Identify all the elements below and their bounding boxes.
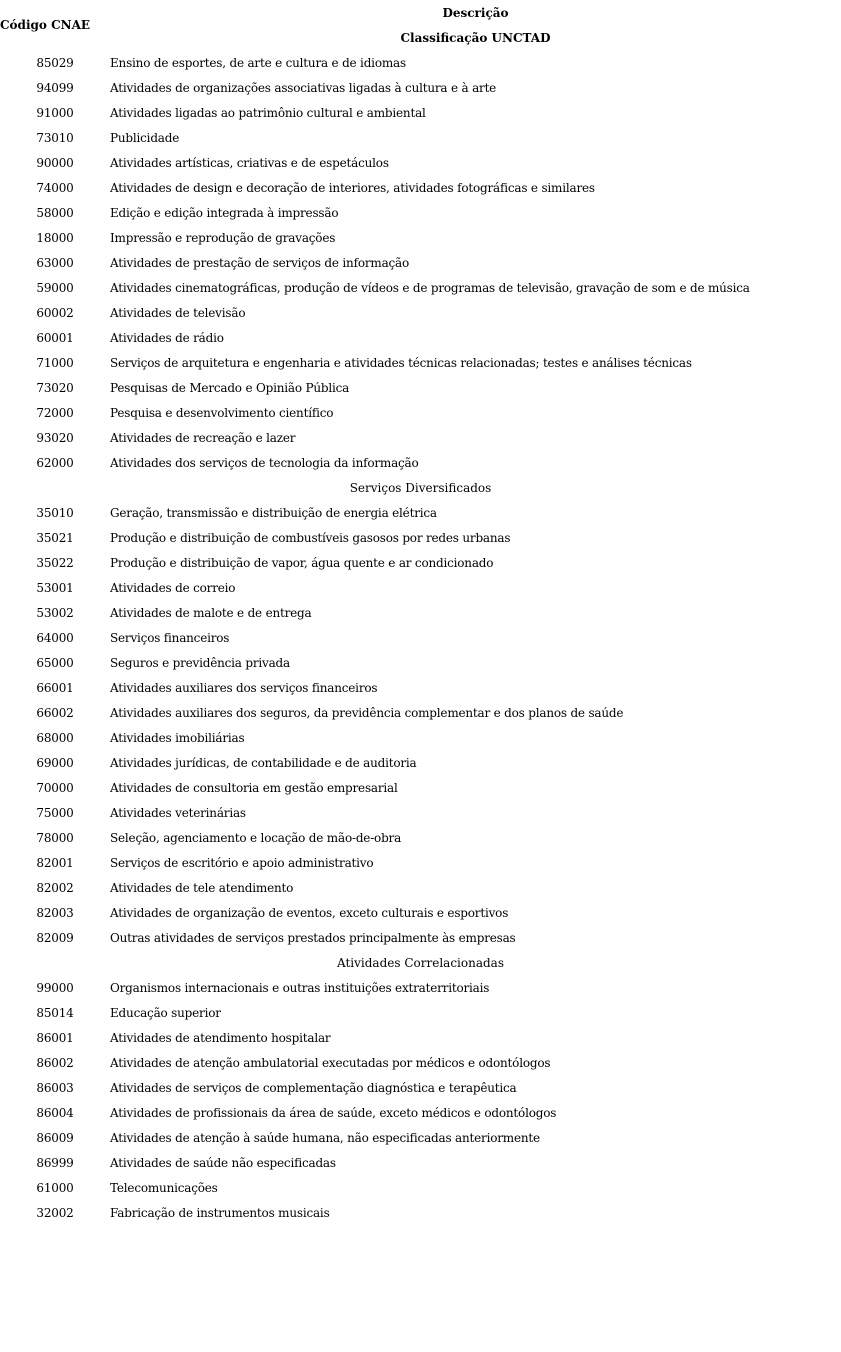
cnae-code-cell: 78000 xyxy=(36,830,74,845)
classification-column-header: Classificação UNCTAD xyxy=(400,30,551,45)
cnae-code-cell: 66001 xyxy=(36,680,74,695)
cnae-code-cell: 63000 xyxy=(36,255,74,270)
cnae-code-cell: 35010 xyxy=(36,505,74,520)
table-row xyxy=(0,1100,841,1125)
cnae-code-cell: 86999 xyxy=(36,1155,74,1170)
description-cell: Atividades de atendimento hospitalar xyxy=(110,1030,331,1045)
cnae-code-cell: 90000 xyxy=(36,155,74,170)
table-row xyxy=(0,250,841,275)
table-row xyxy=(0,375,841,400)
table-row xyxy=(0,200,841,225)
cnae-code-cell: 61000 xyxy=(36,1180,74,1195)
table-row xyxy=(0,1200,841,1225)
table-row xyxy=(0,100,841,125)
cnae-code-cell: 68000 xyxy=(36,730,74,745)
cnae-code-cell: 35021 xyxy=(36,530,74,545)
description-cell: Atividades de design e decoração de interiores, atividades fotográficas e similares xyxy=(110,180,595,195)
description-cell: Organismos internacionais e outras instituições extraterritoriais xyxy=(110,980,490,995)
description-cell: Serviços de escritório e apoio administrativo xyxy=(110,855,374,870)
table-row xyxy=(0,525,841,550)
table-row xyxy=(0,75,841,100)
table-row xyxy=(0,700,841,725)
table-row xyxy=(0,925,841,950)
cnae-code-cell: 58000 xyxy=(36,205,74,220)
description-cell: Outras atividades de serviços prestados principalmente às empresas xyxy=(110,930,516,945)
table-row xyxy=(0,1075,841,1100)
description-cell: Atividades auxiliares dos seguros, da previdência complementar e dos planos de saúde xyxy=(110,705,624,720)
cnae-code-cell: 75000 xyxy=(36,805,74,820)
description-cell: Ensino de esportes, de arte e cultura e de idiomas xyxy=(110,55,406,70)
table-header xyxy=(0,0,841,50)
section-title: Serviços Diversificados xyxy=(349,480,492,495)
description-cell: Produção e distribuição de vapor, água quente e ar condicionado xyxy=(110,555,494,570)
cnae-code-cell: 18000 xyxy=(36,230,74,245)
table-row xyxy=(0,175,841,200)
description-column-header: Descrição xyxy=(442,5,509,20)
code-column-header: Código CNAE xyxy=(0,18,91,32)
cnae-code-cell: 73020 xyxy=(36,380,74,395)
cnae-code-cell: 70000 xyxy=(36,780,74,795)
section-title: Atividades Correlacionadas xyxy=(337,955,504,970)
description-cell: Serviços financeiros xyxy=(110,630,230,645)
description-cell: Atividades de atenção ambulatorial executadas por médicos e odontólogos xyxy=(110,1055,551,1070)
cnae-code-cell: 60001 xyxy=(36,330,74,345)
table-row xyxy=(0,825,841,850)
description-cell: Atividades ligadas ao patrimônio cultural e ambiental xyxy=(110,105,426,120)
table-row xyxy=(0,725,841,750)
description-cell: Serviços de arquitetura e engenharia e atividades técnicas relacionadas; testes e análises técnicas xyxy=(110,355,692,370)
description-cell: Telecomunicações xyxy=(110,1180,218,1195)
cnae-code-cell: 53002 xyxy=(36,605,74,620)
table-row xyxy=(0,150,841,175)
table-row xyxy=(0,450,841,475)
description-cell: Geração, transmissão e distribuição de energia elétrica xyxy=(110,505,437,520)
table-row xyxy=(0,1050,841,1075)
table-row xyxy=(0,1125,841,1150)
table-row xyxy=(0,1150,841,1175)
cnae-code-cell: 72000 xyxy=(36,405,74,420)
cnae-code-cell: 53001 xyxy=(36,580,74,595)
cnae-code-cell: 69000 xyxy=(36,755,74,770)
cnae-code-cell: 85014 xyxy=(36,1005,74,1020)
description-cell: Atividades de correio xyxy=(110,580,236,595)
table-row xyxy=(0,675,841,700)
description-cell: Produção e distribuição de combustíveis gasosos por redes urbanas xyxy=(110,530,511,545)
description-cell: Seguros e previdência privada xyxy=(110,655,290,670)
cnae-code-cell: 94099 xyxy=(36,80,74,95)
cnae-code-cell: 85029 xyxy=(36,55,74,70)
table-row xyxy=(0,750,841,775)
description-cell: Atividades de profissionais da área de saúde, exceto médicos e odontólogos xyxy=(110,1105,557,1120)
description-cell: Atividades auxiliares dos serviços financeiros xyxy=(110,680,378,695)
table-row xyxy=(0,300,841,325)
cnae-code-cell: 99000 xyxy=(36,980,74,995)
cnae-code-cell: 82002 xyxy=(36,880,74,895)
cnae-code-cell: 65000 xyxy=(36,655,74,670)
table-row xyxy=(0,225,841,250)
cnae-code-cell: 71000 xyxy=(36,355,74,370)
table-row xyxy=(0,350,841,375)
description-cell: Atividades de serviços de complementação diagnóstica e terapêutica xyxy=(110,1080,517,1095)
description-cell: Atividades de saúde não especificadas xyxy=(110,1155,336,1170)
description-cell: Atividades de prestação de serviços de informação xyxy=(110,255,410,270)
table-row xyxy=(0,600,841,625)
table-row xyxy=(0,425,841,450)
description-cell: Publicidade xyxy=(110,130,180,145)
description-cell: Atividades veterinárias xyxy=(110,805,246,820)
cnae-code-cell: 59000 xyxy=(36,280,74,295)
table-row xyxy=(0,1000,841,1025)
description-cell: Seleção, agenciamento e locação de mão-de-obra xyxy=(110,830,402,845)
description-cell: Atividades de televisão xyxy=(110,305,246,320)
cnae-code-cell: 64000 xyxy=(36,630,74,645)
table-row xyxy=(0,125,841,150)
table-row xyxy=(0,275,841,300)
cnae-code-cell: 93020 xyxy=(36,430,74,445)
description-cell: Atividades de consultoria em gestão empresarial xyxy=(110,780,398,795)
description-cell: Atividades jurídicas, de contabilidade e de auditoria xyxy=(110,755,417,770)
description-cell: Atividades dos serviços de tecnologia da informação xyxy=(110,455,419,470)
cnae-code-cell: 86004 xyxy=(36,1105,74,1120)
description-cell: Atividades de organização de eventos, exceto culturais e esportivos xyxy=(110,905,509,920)
description-cell: Atividades de malote e de entrega xyxy=(110,605,312,620)
description-cell: Atividades de tele atendimento xyxy=(110,880,294,895)
table-row xyxy=(0,975,841,1000)
description-cell: Pesquisas de Mercado e Opinião Pública xyxy=(110,380,350,395)
table-row xyxy=(0,875,841,900)
description-cell: Atividades de recreação e lazer xyxy=(110,430,296,445)
cnae-code-cell: 62000 xyxy=(36,455,74,470)
cnae-code-cell: 35022 xyxy=(36,555,74,570)
table-row xyxy=(0,50,841,75)
table-row xyxy=(0,400,841,425)
table-row xyxy=(0,800,841,825)
table-row xyxy=(0,650,841,675)
section-header-row xyxy=(0,475,841,500)
description-cell: Atividades cinematográficas, produção de vídeos e de programas de televisão, gravação de som e de música xyxy=(110,280,750,295)
table-row xyxy=(0,325,841,350)
cnae-code-cell: 86009 xyxy=(36,1130,74,1145)
cnae-code-cell: 32002 xyxy=(36,1205,74,1220)
table-row xyxy=(0,550,841,575)
table-row xyxy=(0,625,841,650)
description-cell: Educação superior xyxy=(110,1005,221,1020)
table-row xyxy=(0,575,841,600)
cnae-code-cell: 91000 xyxy=(36,105,74,120)
description-cell: Edição e edição integrada à impressão xyxy=(110,205,339,220)
description-cell: Atividades de rádio xyxy=(110,330,224,345)
cnae-code-cell: 82003 xyxy=(36,905,74,920)
table-row xyxy=(0,500,841,525)
cnae-code-cell: 86001 xyxy=(36,1030,74,1045)
section-header-row xyxy=(0,950,841,975)
cnae-code-cell: 86002 xyxy=(36,1055,74,1070)
cnae-code-cell: 82001 xyxy=(36,855,74,870)
description-cell: Pesquisa e desenvolvimento científico xyxy=(110,405,334,420)
table-row xyxy=(0,775,841,800)
cnae-code-cell: 74000 xyxy=(36,180,74,195)
cnae-code-cell: 60002 xyxy=(36,305,74,320)
description-cell: Atividades de organizações associativas ligadas à cultura e à arte xyxy=(110,80,497,95)
cnae-code-cell: 82009 xyxy=(36,930,74,945)
cnae-code-cell: 66002 xyxy=(36,705,74,720)
table-row xyxy=(0,1175,841,1200)
description-cell: Atividades de atenção à saúde humana, não especificadas anteriormente xyxy=(110,1130,540,1145)
cnae-code-cell: 73010 xyxy=(36,130,74,145)
description-cell: Atividades imobiliárias xyxy=(110,730,245,745)
description-cell: Atividades artísticas, criativas e de espetáculos xyxy=(110,155,389,170)
cnae-code-cell: 86003 xyxy=(36,1080,74,1095)
table-row xyxy=(0,1025,841,1050)
table-body xyxy=(0,50,841,1225)
table-row xyxy=(0,900,841,925)
description-cell: Fabricação de instrumentos musicais xyxy=(110,1205,330,1220)
table-row xyxy=(0,850,841,875)
description-cell: Impressão e reprodução de gravações xyxy=(110,230,336,245)
